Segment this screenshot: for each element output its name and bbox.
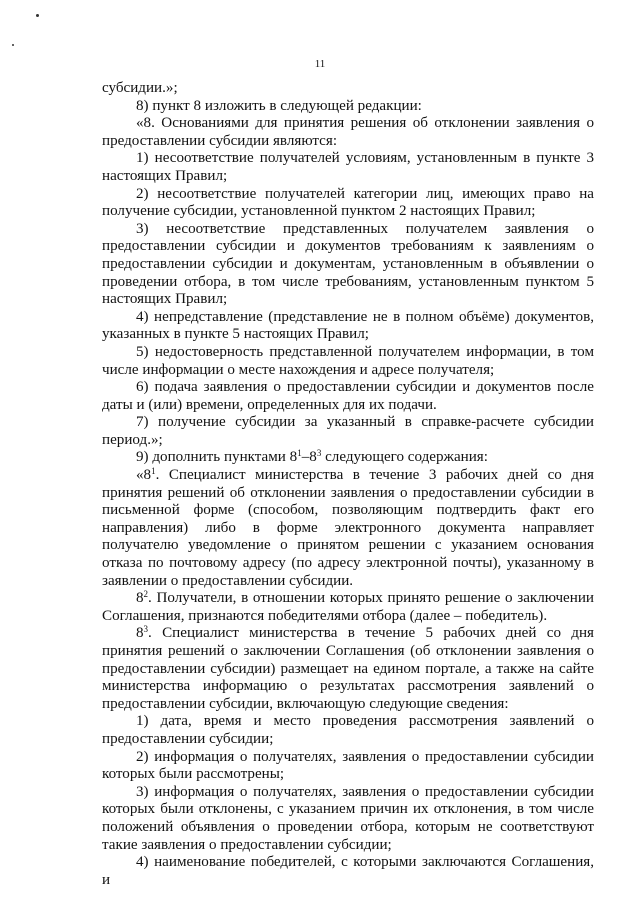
paragraph	[102, 186, 594, 221]
scan-speck	[36, 14, 39, 17]
superscript: 1	[151, 466, 156, 477]
page-number: 11	[314, 58, 326, 70]
paragraph	[102, 98, 594, 116]
paragraph-text: 1) несоответствие получателей условиям, установленным в пункте 3 настоящих Правил;	[102, 150, 594, 184]
paragraph-text: . Специалист министерства в течение 5 рабочих дней со дня принятия решений о заключении Соглашения (об отклонении заявления о предоставлении субсидии) размещает на едином портале, а также на сайте министерства информацию о результатах рассмотрения заявлений о предоставлении субсидии, включающую следующие сведения:	[102, 625, 594, 712]
paragraph-text: 1) дата, время и место проведения рассмотрения заявлений о предоставлении субсидии;	[102, 713, 594, 747]
paragraph	[102, 449, 594, 467]
paragraph	[102, 80, 594, 98]
paragraph-text: . Специалист министерства в течение 3 рабочих дней со дня принятия решений об отклонении заявления о предоставлении субсидии в письменной форме (способом, позволяющим подтвердить факт его направления) либо в форме электронного документа направляет получателю уведомление о принятом решении с указанием основания отказа по почтовому адресу (по адресу электронной почты), указанному в заявлении о предоставлении субсидии.	[102, 467, 594, 589]
paragraph-lead: 8	[136, 590, 144, 607]
paragraph-text: 8) пункт 8 изложить в следующей редакции:	[136, 97, 422, 114]
paragraph-text: 6) подача заявления о предоставлении субсидии и документов после даты и (или) времени, определенных для их подачи.	[102, 379, 594, 413]
paragraph-lead: 8	[136, 625, 144, 642]
paragraph-lead: –8	[301, 449, 317, 466]
paragraph-text: 3) информация о получателях, заявления о предоставлении субсидии которых были отклонены, с указанием причин их отклонения, в том числе положений объявления о проведении отбора, которым не соответствуют такие заявления о предоставлении субсидии;	[102, 783, 594, 853]
paragraph	[102, 115, 594, 150]
document-body	[102, 80, 594, 889]
paragraph	[102, 150, 594, 185]
paragraph-text: 2) несоответствие получателей категории лиц, имеющих право на получение субсидии, установленной пунктом 2 настоящих Правил;	[102, 185, 594, 220]
paragraph	[102, 309, 594, 344]
paragraph-text: . Получатели, в отношении которых принято решение о заключении Соглашения, признаются победителями отбора (далее – победитель).	[102, 590, 594, 624]
paragraph	[102, 625, 594, 713]
paragraph-lead: «8	[136, 467, 152, 484]
paragraph	[102, 749, 594, 784]
paragraph-lead: 9) дополнить пунктами 8	[136, 449, 298, 466]
paragraph	[102, 467, 594, 590]
paragraph	[102, 221, 594, 309]
paragraph-text: субсидии.»;	[102, 80, 178, 96]
superscript: 3	[143, 624, 149, 635]
paragraph-text: 2) информация о получателях, заявления о предоставлении субсидии которых были рассмотрены;	[102, 748, 594, 783]
paragraph-text: 7) получение субсидии за указанный в справке-расчете субсидии период.»;	[102, 414, 594, 448]
paragraph	[102, 784, 594, 854]
scan-speck	[12, 44, 14, 46]
paragraph-text: 4) наименование победителей, с которыми заключаются Соглашения, и	[102, 854, 594, 888]
superscript: 2	[143, 589, 149, 600]
paragraph	[102, 344, 594, 379]
paragraph	[102, 713, 594, 748]
paragraph	[102, 379, 594, 414]
paragraph	[102, 590, 594, 625]
paragraph	[102, 414, 594, 449]
paragraph-text: 4) непредставление (представление не в полном объёме) документов, указанных в пункте 5 настоящих Правил;	[102, 308, 594, 343]
paragraph-text: следующего содержания:	[321, 449, 488, 466]
paragraph-text: 5) недостоверность представленной получателем информации, в том числе информации о месте нахождения и адресе получателя;	[102, 343, 594, 378]
paragraph-text: «8. Основаниями для принятия решения об отклонении заявления о предоставлении субсидии являются:	[102, 115, 594, 149]
superscript: 1	[297, 448, 302, 459]
superscript: 3	[316, 448, 322, 459]
paragraph-text: 3) несоответствие представленных получателем заявления о предоставлении субсидии и документов требованиям к заявлениям о предоставлении субсидии и документам, установленным в объявлении о проведении отбора, в том числе требованиям, установленным пунктом 5 настоящих Правил;	[102, 220, 594, 308]
paragraph	[102, 854, 594, 889]
